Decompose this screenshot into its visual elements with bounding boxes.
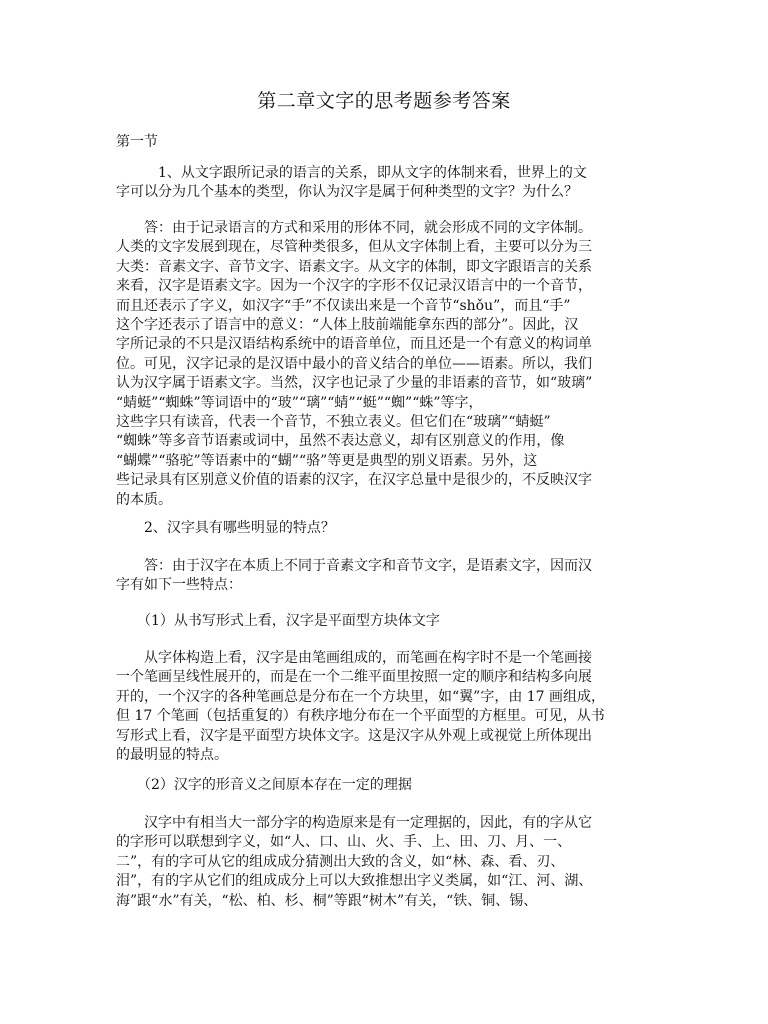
text-line: 字有如下一些特点： [116, 577, 242, 594]
text-line: 二”，有的字可从它的组成成分猜测出大致的含义，如“林、森、看、刃、 [116, 853, 565, 870]
text-line: 的最明显的特点。 [116, 747, 228, 764]
text-line: 这个字还表示了语言中的意义：“人体上肢前端能拿东西的部分”。因此，汉 [116, 317, 579, 334]
document-title: 第二章文字的思考题参考答案 [257, 90, 511, 112]
subheading-1 [116, 612, 656, 631]
text-line: 答：由于汉字在本质上不同于音素文字和音节文字，是语素文字，因而汉 [116, 558, 592, 574]
text-line: 开的，一个汉字的各种笔画总是分布在一个方块里，如“翼”字，由 17 画组成， [116, 688, 606, 705]
question-1 [116, 164, 656, 203]
text-line: 海”跟“水”有关，“松、柏、杉、桐”等跟“树木”有关，“铁、铜、锡、 [116, 892, 538, 909]
body-paragraph-2 [116, 814, 656, 911]
text-line: “蝴蝶”“骆驼”等语素中的“蝴”“骆”等更是典型的别义语素。另外，这 [116, 452, 538, 469]
answer-2 [116, 557, 656, 596]
body-paragraph-1 [116, 649, 656, 765]
text-line: 来看，汉字是语素文字。因为一个汉字的字形不仅记录汉语言中的一个音节， [116, 278, 592, 295]
text-line: 的本质。 [116, 491, 172, 508]
text-line: 2、汉字具有哪些明显的特点？ [116, 520, 335, 536]
text-line: “蜻蜓”“蜘蛛”等词语中的“玻”“璃”“蜻”“蜓”“蜘”“蛛”等字， [116, 394, 483, 411]
text-line: 字所记录的不只是汉语结构系统中的语音单位，而且还是一个有意义的构词单 [116, 336, 592, 353]
text-line: 答：由于记录语言的方式和采用的形体不同，就会形成不同的文字体制。 [116, 220, 592, 236]
text-line: 字可以分为几个基本的类型，你认为汉字是属于何种类型的文字？为什么？ [116, 184, 578, 201]
question-2 [116, 519, 656, 538]
text-line: 些记录具有区别意义价值的语素的汉字，在汉字总量中是很少的，不反映汉字 [116, 472, 592, 489]
text-line: （2）汉字的形音义之间原本存在一定的理据 [116, 777, 412, 793]
text-line: 而且还表示了字义，如汉字“手”不仅读出来是一个音节“shǒu”，而且“手” [116, 297, 571, 314]
text-line: 位。可见，汉字记录的是汉语中最小的音义结合的单位——语素。所以，我们 [116, 355, 592, 372]
text-line: 1、从文字跟所记录的语言的关系，即从文字的体制来看，世界上的文 [116, 165, 587, 181]
subheading-2 [116, 776, 656, 795]
text-line: “蜘蛛”等多音节语素或词中，虽然不表达意义，却有区别意义的作用，像 [116, 433, 565, 450]
text-line: 汉字中有相当大一部分字的构造原来是有一定理据的，因此，有的字从它 [116, 815, 592, 831]
text-line: 人类的文字发展到现在，尽管种类很多，但从文字体制上看，主要可以分为三 [116, 239, 592, 256]
text-line: 写形式上看，汉字是平面型方块体文字。这是汉字从外观上或视觉上所体现出 [116, 727, 592, 744]
text-line: 认为汉字属于语素文字。当然，汉字也记录了少量的非语素的音节，如“玻璃” [116, 375, 593, 392]
text-line: 这些字只有读音，代表一个音节，不独立表义。但它们在“玻璃”“蜻蜓” [116, 414, 551, 431]
text-line: （1）从书写形式上看，汉字是平面型方块体文字 [116, 613, 440, 629]
section-heading: 第一节 [116, 134, 158, 150]
answer-1 [116, 219, 656, 510]
text-line: 一个笔画呈线性展开的，而是在一个二维平面里按照一定的顺序和结构多向展 [116, 669, 592, 686]
text-line: 从字体构造上看，汉字是由笔画组成的，而笔画在构字时不是一个笔画接 [116, 650, 592, 666]
text-line: 的字形可以联想到字义，如“人、口、山、火、手、上、田、刀、月、一、 [116, 834, 572, 851]
text-line: 但 17 个笔画（包括重复的）有秩序地分布在一个平面型的方框里。可见，从书 [116, 708, 605, 725]
text-line: 泪”，有的字从它们的组成成分上可以大致推想出字义类属，如“江、河、湖、 [116, 873, 593, 890]
text-line: 大类：音素文字、音节文字、语素文字。从文字的体制，即文字跟语言的关系 [116, 258, 592, 275]
